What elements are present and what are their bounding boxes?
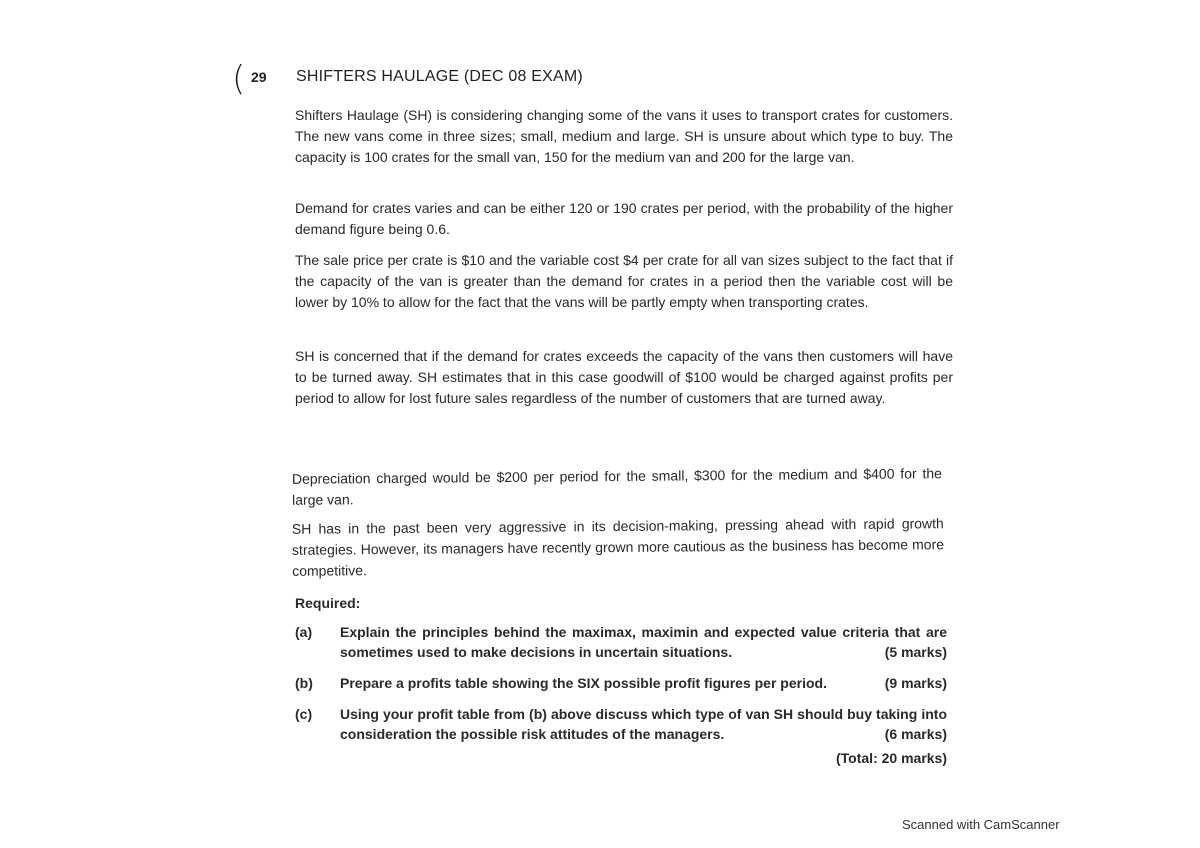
total-marks: (Total: 20 marks) bbox=[836, 750, 947, 766]
requirement-text: Prepare a profits table showing the SIX possible profit figures per period. bbox=[340, 675, 827, 691]
scanner-watermark: Scanned with CamScanner bbox=[902, 817, 1060, 832]
handwritten-bracket-mark: ( bbox=[232, 59, 246, 99]
paragraph-costs: The sale price per crate is $10 and the variable cost $4 per crate for all van sizes subject to the fact that if the capacity of the van is greater than the demand for crates in a period then the variable cost will be lower by 10% to allow for the fact that the vans will be partly empty when transporting crates. bbox=[295, 252, 953, 310]
question-number: 29 bbox=[251, 69, 267, 85]
requirement-letter: (a) bbox=[295, 624, 313, 640]
paragraph-demand: Demand for crates varies and can be either 120 or 190 crates per period, with the probability of the higher demand figure being 0.6. bbox=[295, 200, 953, 237]
requirement-item-b bbox=[295, 673, 947, 693]
requirement-letter: (b) bbox=[295, 675, 313, 691]
paragraph-goodwill: SH is concerned that if the demand for crates exceeds the capacity of the vans then customers will have to be turned away. SH estimates that in this case goodwill of $100 would be charged against profits per period to allow for lost future sales regardless of the number of customers that are turned away. bbox=[295, 348, 953, 406]
required-heading: Required: bbox=[295, 595, 361, 611]
paragraph-depreciation: Depreciation charged would be $200 per period for the small, $300 for the medium and $400 for the large van. bbox=[291, 465, 942, 508]
requirement-text: Explain the principles behind the maximax, maximin and expected value criteria that are sometimes used to make decisions in uncertain situations. bbox=[340, 624, 947, 660]
requirement-marks: (9 marks) bbox=[879, 673, 947, 693]
requirement-text: Using your profit table from (b) above discuss which type of van SH should buy taking into consideration the possible risk attitudes of the managers. bbox=[340, 706, 947, 742]
requirement-marks: (5 marks) bbox=[879, 642, 947, 662]
requirement-letter: (c) bbox=[295, 706, 313, 722]
question-title: SHIFTERS HAULAGE (DEC 08 EXAM) bbox=[296, 68, 583, 85]
requirement-item-a bbox=[295, 622, 947, 662]
requirement-marks: (6 marks) bbox=[879, 724, 947, 744]
paragraph-risk-attitude: SH has in the past been very aggressive in its decision-making, pressing ahead with rapid growth strategies. However, its managers have recently grown more cautious as the business has become more competitive. bbox=[291, 515, 945, 579]
paragraph-intro: Shifters Haulage (SH) is considering changing some of the vans it uses to transport crates for customers. The new vans come in three sizes; small, medium and large. SH is unsure about which type to buy. The capacity is 100 crates for the small van, 150 for the medium van and 200 for the large van. bbox=[295, 107, 953, 165]
requirement-item-c bbox=[295, 704, 947, 744]
